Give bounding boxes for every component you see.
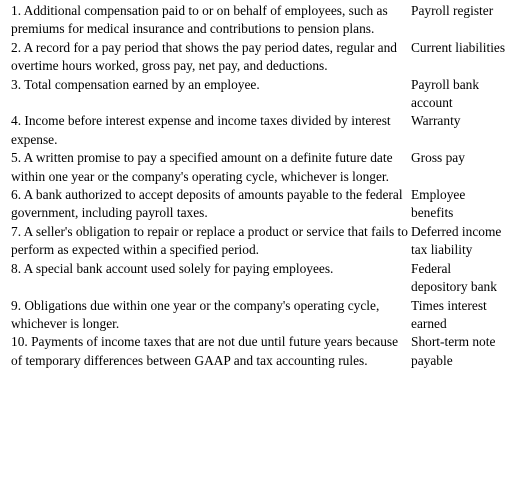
description-7: 7. A seller's obligation to repair or replace a product or service that fails to perform as expected within a specified period. — [11, 223, 408, 258]
term-7: Deferred income tax liability — [411, 223, 502, 258]
term-9: Times interest earned — [411, 297, 487, 331]
term-2: Current liabilities — [411, 39, 506, 55]
description-3: 3. Total compensation earned by an employee. — [11, 76, 260, 92]
table-row — [11, 260, 507, 297]
matching-table — [11, 2, 507, 370]
description-10: 10. Payments of income taxes that are not due until future years because of temporary differences between GAAP and tax accounting rules. — [11, 334, 399, 368]
description-5: 5. A written promise to pay a specified amount on a definite future date within one year or the company's operating cycle, whichever is longer. — [11, 150, 393, 184]
term-4: Warranty — [411, 113, 461, 129]
table-row — [11, 149, 507, 186]
table-row — [11, 112, 507, 149]
table-row — [11, 223, 507, 260]
term-3: Payroll bank account — [411, 76, 480, 111]
term-1: Payroll register — [411, 3, 494, 18]
description-1: 1. Additional compensation paid to or on behalf of employees, such as premiums for medical insurance and contributions to pension plans. — [11, 3, 388, 37]
description-6: 6. A bank authorized to accept deposits of amounts payable to the federal government, including payroll taxes. — [11, 187, 403, 221]
table-row — [11, 333, 507, 370]
term-5: Gross pay — [411, 150, 465, 166]
term-6: Employee benefits — [411, 187, 466, 221]
table-row — [11, 2, 507, 39]
table-row — [11, 39, 507, 76]
description-2: 2. A record for a pay period that shows the pay period dates, regular and overtime hours worked, gross pay, net pay, and deductions. — [11, 39, 397, 74]
term-8: Federal depository bank — [411, 260, 497, 295]
term-10: Short-term note payable — [411, 334, 496, 368]
table-row — [11, 297, 507, 334]
table-row — [11, 186, 507, 223]
description-4: 4. Income before interest expense and income taxes divided by interest expense. — [11, 113, 391, 147]
description-9: 9. Obligations due within one year or the company's operating cycle, whichever is longer. — [11, 297, 380, 331]
description-8: 8. A special bank account used solely for paying employees. — [11, 260, 334, 276]
table-row — [11, 76, 507, 113]
